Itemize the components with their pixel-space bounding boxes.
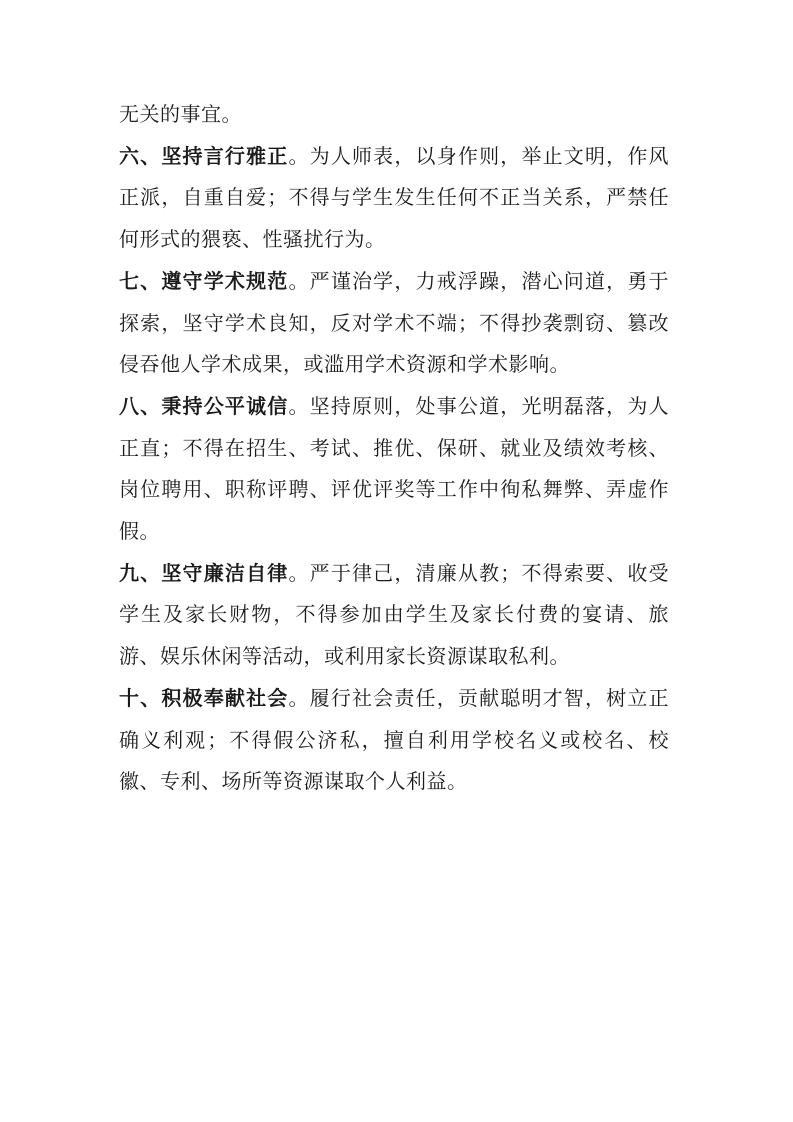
document-text-block (119, 95, 669, 804)
paragraph-body-6: 为人师表，以身作则，举止文明，作风正派，自重自爱；不得与学生发生任何不正当关系，严禁任何形式的猥亵、性骚扰行为。 (119, 145, 670, 252)
paragraph-heading-8: 八、秉持公平诚信 (119, 395, 289, 418)
heading-separator: 。 (288, 270, 310, 293)
heading-separator: 。 (288, 562, 310, 585)
paragraph-body-8: 坚持原则，处事公道，光明磊落，为人正直；不得在招生、考试、推优、保研、就业及绩效考核、岗位聘用、职称评聘、评优评奖等工作中徇私舞弊、弄虚作假。 (119, 395, 670, 544)
paragraph-continuation (119, 95, 669, 137)
paragraph-body-9: 严于律己，清廉从教；不得索要、收受学生及家长财物，不得参加由学生及家长付费的宴请、旅游、娱乐休闲等活动，或利用家长资源谋取私利。 (119, 562, 670, 669)
paragraph-body-7: 严谨治学，力戒浮躁，潜心问道，勇于探索，坚守学术良知，反对学术不端；不得抄袭剽窃、篡改侵吞他人学术成果，或滥用学术资源和学术影响。 (119, 270, 670, 377)
paragraph-heading-9: 九、坚守廉洁自律 (119, 562, 289, 585)
paragraph-body-10: 履行社会责任，贡献聪明才智，树立正确义利观；不得假公济私，擅自利用学校名义或校名、校徽、专利、场所等资源谋取个人利益。 (119, 687, 670, 794)
continuation-text: 无关的事宜。 (119, 104, 242, 126)
heading-separator: 。 (288, 687, 310, 710)
paragraph-item-8 (119, 387, 669, 554)
paragraph-heading-10: 十、积极奉献社会 (119, 687, 289, 710)
heading-separator: 。 (288, 395, 310, 418)
paragraph-item-7 (119, 262, 669, 387)
paragraph-heading-7: 七、遵守学术规范 (119, 270, 289, 293)
heading-separator: 。 (288, 145, 310, 168)
paragraph-item-10 (119, 679, 669, 804)
paragraph-heading-6: 六、坚持言行雅正 (119, 145, 289, 168)
paragraph-item-6 (119, 137, 669, 262)
paragraph-item-9 (119, 554, 669, 679)
